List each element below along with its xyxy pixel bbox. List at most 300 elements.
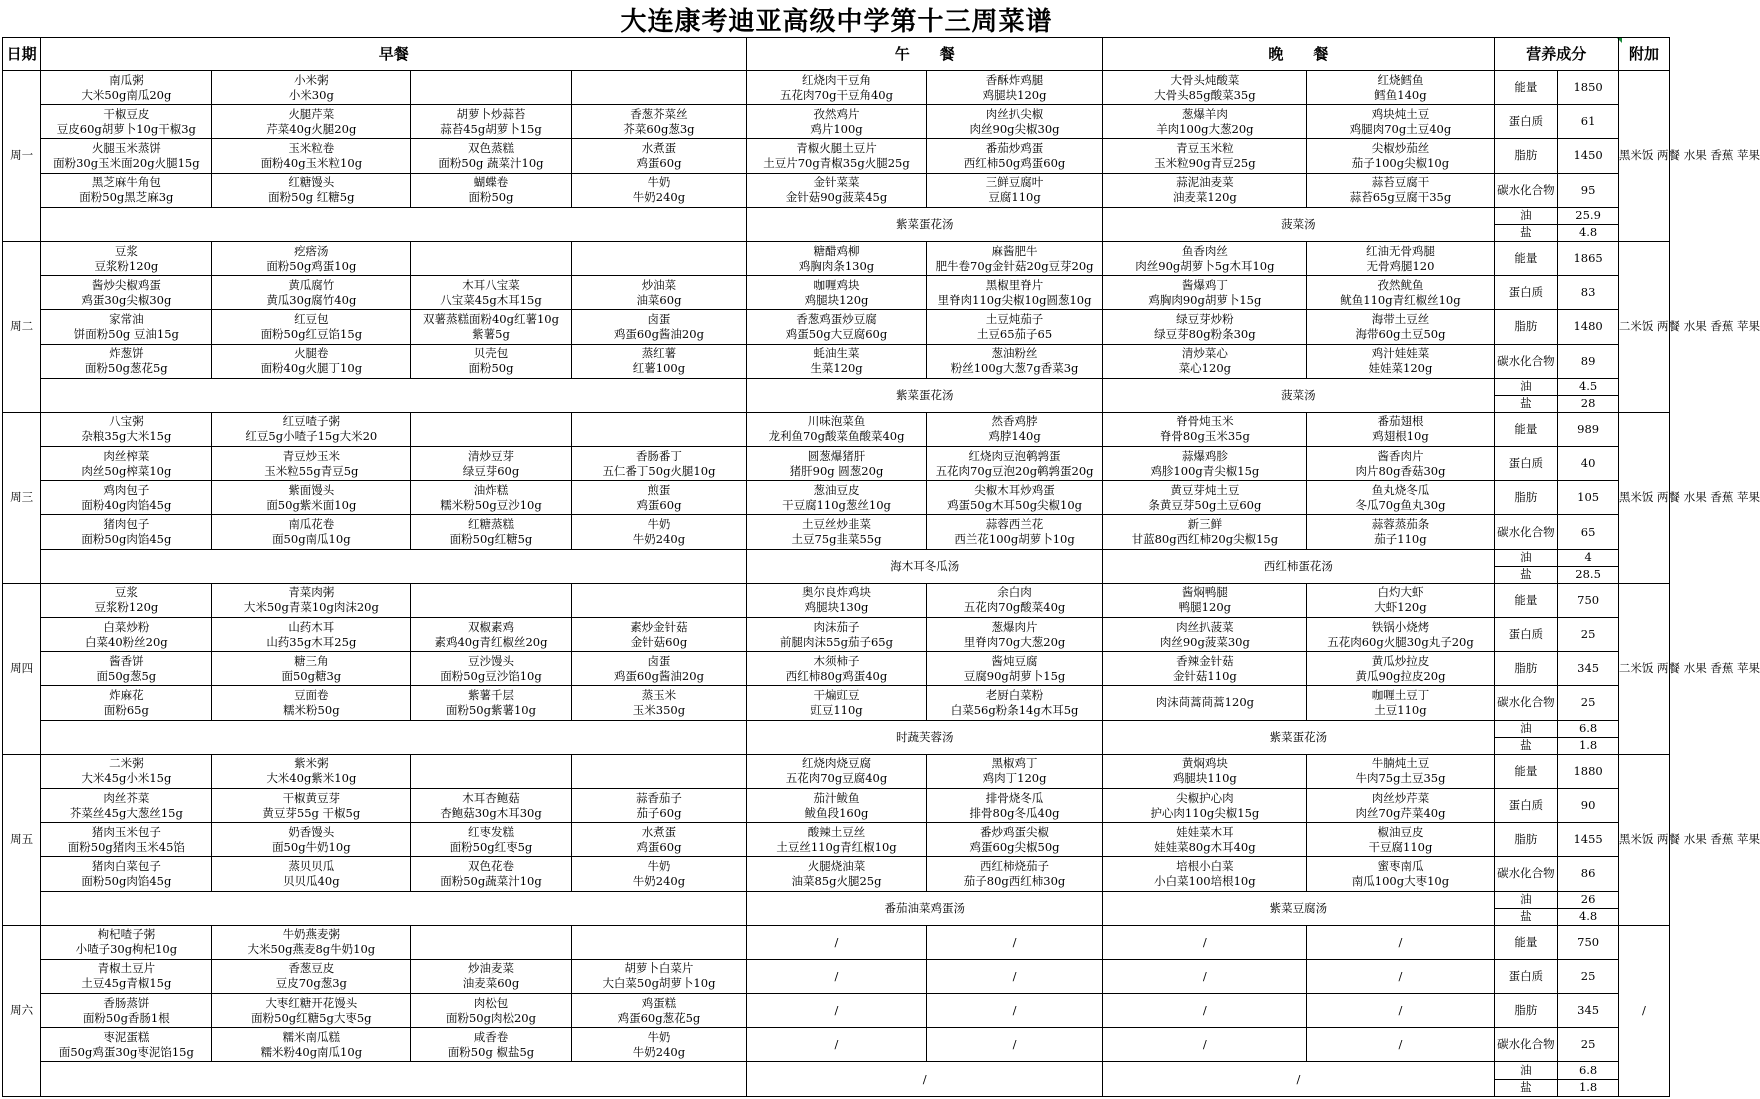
dish-name: 培根小白菜 <box>1176 858 1234 873</box>
nutrient-value: 1450 <box>1558 139 1619 173</box>
dish-ingredients: 鸡胸肉90g胡萝卜15g <box>1148 292 1262 307</box>
dish-name: 番炒鸡蛋尖椒 <box>980 824 1050 839</box>
dish-ingredients: 牛奶240g <box>632 190 686 205</box>
dish-cell <box>926 857 1102 891</box>
dish-name: 香葱鸡蛋炒豆腐 <box>796 311 877 326</box>
nutrient-label: 蛋白质 <box>1494 447 1558 481</box>
dish-name: 红糖馒头 <box>288 175 335 190</box>
dish-cell <box>926 515 1102 549</box>
dish-name: 香酥炸鸡腿 <box>985 72 1044 87</box>
dish-name: / <box>1398 1003 1403 1018</box>
dish-name: / <box>1012 1037 1017 1052</box>
dish-ingredients: 肥牛卷70g金针菇20g豆芽20g <box>935 258 1094 273</box>
dish-cell <box>41 925 212 959</box>
nutrient-value: 1480 <box>1558 310 1619 344</box>
dish-name: 土豆炖茄子 <box>985 311 1044 326</box>
dish-ingredients: 金针菇90g菠菜45g <box>785 190 888 205</box>
dish-ingredients: 鸡蛋60g尖椒50g <box>969 839 1060 854</box>
dish-ingredients: 玉米粒55g青豆5g <box>264 463 359 478</box>
dish-cell <box>747 310 927 344</box>
dish-name: 牛奶 <box>647 175 671 190</box>
soup-breakfast-blank <box>41 1062 747 1097</box>
lunch-soup: / <box>747 1062 1103 1097</box>
dish-ingredients: 鸡腿肉70g土豆40g <box>1349 121 1452 136</box>
nutrient-label: 蛋白质 <box>1494 105 1558 139</box>
dish-cell <box>571 788 746 822</box>
dish-name: 酱炒尖椒鸡蛋 <box>91 277 161 292</box>
dish-name: 香肠番丁 <box>635 448 682 463</box>
nutrient-value: 1850 <box>1558 71 1619 105</box>
dish-ingredients: 土豆丝110g青红椒10g <box>776 839 897 854</box>
dish-cell <box>411 925 572 959</box>
dish-cell <box>1307 71 1494 105</box>
header-lunch: 午 餐 <box>747 38 1103 71</box>
dish-ingredients: 牛奶240g <box>632 1044 686 1059</box>
dish-ingredients: 饼面粉50g 豆油15g <box>73 326 179 341</box>
dish-cell <box>411 173 572 207</box>
dish-cell <box>41 139 212 173</box>
dish-ingredients: 面粉50g红糖5g大枣5g <box>251 1010 372 1025</box>
header-day: 日期 <box>3 38 41 71</box>
dish-cell <box>926 173 1102 207</box>
dish-ingredients: 大米40g紫米10g <box>266 771 357 786</box>
dish-ingredients: 五花肉70g干豆角40g <box>779 87 893 102</box>
dish-name: 鸡块炖土豆 <box>1371 106 1430 121</box>
soup-breakfast-blank <box>41 378 747 412</box>
dish-cell <box>411 481 572 515</box>
dish-ingredients: 土豆65茄子65 <box>976 326 1053 341</box>
nutrient-value: 105 <box>1558 481 1619 515</box>
dish-ingredients: 面粉50g猪肉玉米45馅 <box>67 839 185 854</box>
dish-cell <box>1307 754 1494 788</box>
dish-name: 奥尔良炸鸡块 <box>801 585 871 600</box>
dish-name: 咖喱鸡块 <box>813 277 860 292</box>
dish-name: 木耳杏鲍菇 <box>462 790 520 805</box>
dish-name: 葱爆肉片 <box>991 619 1038 634</box>
dish-ingredients: 糯米粉40g南瓜10g <box>260 1044 363 1059</box>
dish-ingredients: 肉丝50g榨菜10g <box>81 463 172 478</box>
dish-name: 火腿玉米蒸饼 <box>91 140 161 155</box>
dish-name: 孜然鸡片 <box>813 106 860 121</box>
dish-ingredients: 糯米粉50g <box>283 702 340 717</box>
dish-ingredients: 鸡蛋60g <box>636 839 682 854</box>
dish-ingredients: 芥菜60g葱3g <box>623 121 695 136</box>
dish-name: 肉丝榨菜 <box>103 448 150 463</box>
dish-ingredients: 护心肉110g尖椒15g <box>1150 805 1260 820</box>
dish-name: 糖醋鸡柳 <box>813 243 860 258</box>
soup-breakfast-blank <box>41 720 747 754</box>
menu-row <box>3 276 1670 310</box>
dish-ingredients: 八宝菜45g木耳15g <box>440 292 542 307</box>
dish-ingredients: 脊骨80g玉米35g <box>1159 429 1250 444</box>
dish-cell <box>212 788 411 822</box>
dish-cell <box>1307 1028 1494 1062</box>
dish-name: 家常油 <box>109 311 144 326</box>
dish-name: / <box>1202 968 1207 983</box>
dish-cell <box>571 925 746 959</box>
dish-name: 红烧鳕鱼 <box>1377 72 1424 87</box>
dish-ingredients: 鳕鱼140g <box>1374 87 1427 102</box>
dish-cell <box>926 71 1102 105</box>
dish-cell <box>571 481 746 515</box>
dish-ingredients: 排骨80g冬瓜40g <box>969 805 1060 820</box>
dish-ingredients: 面50g鸡蛋30g枣泥馅15g <box>58 1044 194 1059</box>
dish-cell <box>571 583 746 617</box>
menu-row <box>3 583 1670 617</box>
dish-ingredients: 鸡腿块120g <box>982 87 1047 102</box>
dish-cell <box>212 618 411 652</box>
dish-ingredients: 糯米粉50g豆沙10g <box>440 497 542 512</box>
dish-name: 胡萝卜炒蒜苔 <box>456 106 526 121</box>
dish-cell <box>1307 652 1494 686</box>
dish-name: 木须柿子 <box>813 653 860 668</box>
dinner-soup: 紫菜蛋花汤 <box>1103 720 1494 754</box>
dish-name: 红烧肉干豆角 <box>801 72 871 87</box>
dish-ingredients: 豆皮60g胡萝卜10g干椒3g <box>56 121 196 136</box>
dish-name: 椒油豆皮 <box>1377 824 1424 839</box>
nutrient-label: 油 <box>1494 1062 1558 1079</box>
dish-ingredients: 面粉50g <box>468 361 514 376</box>
dish-name: 排骨烧冬瓜 <box>985 790 1044 805</box>
dinner-soup: 紫菜豆腐汤 <box>1103 891 1494 925</box>
dish-name: 蝴蝶卷 <box>473 175 509 190</box>
dish-ingredients: 茄子110g <box>1374 532 1427 547</box>
dish-cell <box>411 447 572 481</box>
dish-name: 葱油粉丝 <box>991 346 1038 361</box>
dish-ingredients: 小米30g <box>288 87 334 102</box>
dish-ingredients: 菜心120g <box>1178 361 1231 376</box>
dish-cell <box>747 515 927 549</box>
dish-name: 红豆喳子粥 <box>282 414 341 429</box>
dish-ingredients: 面粉50g 蔬菜汁10g <box>438 155 544 170</box>
dish-cell <box>212 823 411 857</box>
lunch-soup: 海木耳冬瓜汤 <box>747 549 1103 583</box>
dish-name: 番茄炒鸡蛋 <box>985 140 1044 155</box>
dish-name: 煎蛋 <box>647 482 671 497</box>
nutrient-value: 345 <box>1558 652 1619 686</box>
dish-cell <box>41 618 212 652</box>
nutrient-label: 碳水化合物 <box>1494 344 1558 378</box>
dish-ingredients: 豆腐110g <box>988 190 1041 205</box>
dish-cell <box>1307 276 1494 310</box>
day-label: 周四 <box>3 583 41 754</box>
dish-ingredients: 面粉50g豆沙馅10g <box>440 668 542 683</box>
dish-cell <box>1307 959 1494 993</box>
nutrient-value: 4.8 <box>1558 224 1619 241</box>
dish-ingredients: 面50g牛奶10g <box>272 839 351 854</box>
dish-ingredients: 面粉50g蔬菜汁10g <box>440 873 542 888</box>
nutrient-value: 1455 <box>1558 823 1619 857</box>
dish-cell <box>411 105 572 139</box>
dish-cell <box>1103 1028 1307 1062</box>
dish-ingredients: 南瓜100g大枣10g <box>1351 873 1450 888</box>
dish-ingredients: 五花肉70g酸菜40g <box>963 600 1066 615</box>
dish-name: 牛奶 <box>647 1029 671 1044</box>
dish-cell <box>411 515 572 549</box>
dish-cell <box>926 686 1102 720</box>
dish-cell <box>212 994 411 1028</box>
dish-cell <box>747 823 927 857</box>
dish-name: 黄焖鸡块 <box>1181 756 1228 771</box>
dish-cell <box>212 447 411 481</box>
dish-name: 黄豆芽炖土豆 <box>1170 482 1240 497</box>
dish-ingredients: 油麦菜120g <box>1172 190 1237 205</box>
nutrient-label: 脂肪 <box>1494 994 1558 1028</box>
menu-row <box>3 105 1670 139</box>
dish-name: / <box>1202 1037 1207 1052</box>
nutrient-label: 脂肪 <box>1494 139 1558 173</box>
menu-row <box>3 71 1670 105</box>
dish-cell <box>1103 652 1307 686</box>
dish-ingredients: 五花肉70g豆泡20g鹌鹑蛋20g <box>935 463 1094 478</box>
dish-name: 娃娃菜木耳 <box>1176 824 1234 839</box>
dish-name: 青豆炒玉米 <box>282 448 341 463</box>
dish-cell <box>41 310 212 344</box>
dish-cell <box>1307 823 1494 857</box>
dish-name: 贝壳包 <box>473 346 509 361</box>
dish-cell <box>1103 618 1307 652</box>
dish-name: / <box>1012 968 1017 983</box>
dish-cell <box>212 310 411 344</box>
nutrient-value: 86 <box>1558 857 1619 891</box>
dish-name: 枣泥蛋糕 <box>103 1029 150 1044</box>
nutrient-value: 40 <box>1558 447 1619 481</box>
dish-name: 紫薯千层 <box>467 687 514 702</box>
dish-ingredients: 面50g紫米面10g <box>266 497 357 512</box>
dish-ingredients: 鲅鱼段160g <box>804 805 869 820</box>
dish-cell <box>926 583 1102 617</box>
dish-name: 炸葱饼 <box>109 346 144 361</box>
dish-ingredients: 紫薯5g <box>472 326 510 341</box>
nutrient-value: 4.8 <box>1558 908 1619 925</box>
dish-cell <box>747 1028 927 1062</box>
dish-name: 肉丝扒尖椒 <box>985 106 1044 121</box>
dish-name: 青豆玉米粒 <box>1176 140 1234 155</box>
dish-name: 玉米粒卷 <box>288 140 335 155</box>
dish-cell <box>1307 105 1494 139</box>
dish-ingredients: 贝贝瓜40g <box>283 873 340 888</box>
dish-cell <box>747 276 927 310</box>
nutrient-label: 脂肪 <box>1494 310 1558 344</box>
dish-cell <box>1307 344 1494 378</box>
dish-ingredients: 牛肉75g土豆35g <box>1355 771 1446 786</box>
dish-cell <box>212 276 411 310</box>
dish-name: 黑芝麻牛角包 <box>91 175 161 190</box>
dish-name: 蒸玉米 <box>641 687 677 702</box>
dish-name: 干煸豇豆 <box>813 687 860 702</box>
dish-cell <box>41 241 212 275</box>
dish-name: / <box>1012 1003 1017 1018</box>
dish-ingredients: 面粉50g肉馅45g <box>81 873 172 888</box>
dish-ingredients: 面粉50g肉馅45g <box>81 532 172 547</box>
dish-cell <box>212 754 411 788</box>
dish-name: 金针菜菜 <box>813 175 860 190</box>
nutrient-value: 25.9 <box>1558 207 1619 224</box>
dish-name: 炸麻花 <box>109 687 144 702</box>
menu-row <box>3 686 1670 720</box>
dinner-soup: 菠菜汤 <box>1103 207 1494 241</box>
dish-cell <box>411 652 572 686</box>
dish-cell <box>41 515 212 549</box>
dish-cell <box>212 173 411 207</box>
dish-name: 奶香馒头 <box>288 824 335 839</box>
dish-ingredients: 绿豆芽60g <box>462 463 520 478</box>
dish-cell <box>41 276 212 310</box>
dish-ingredients: 土豆45g青椒15g <box>81 976 172 991</box>
dish-ingredients: 豆浆粉120g <box>94 600 159 615</box>
dish-ingredients: 鸡片100g <box>810 121 863 136</box>
dish-cell <box>747 241 927 275</box>
dish-ingredients: 海带60g土豆50g <box>1355 326 1446 341</box>
dish-ingredients: 肉丝90g菠菜30g <box>1159 634 1250 649</box>
dish-ingredients: 鸡蛋60g酱油20g <box>613 326 704 341</box>
dish-cell <box>926 754 1102 788</box>
lunch-soup: 时蔬芙蓉汤 <box>747 720 1103 754</box>
dish-name: 海带土豆丝 <box>1371 311 1430 326</box>
nutrient-value: 25 <box>1558 959 1619 993</box>
dish-name: / <box>1398 1037 1403 1052</box>
dish-ingredients: 面粉50g肉松20g <box>445 1010 536 1025</box>
menu-row <box>3 652 1670 686</box>
dish-ingredients: 红薯100g <box>632 361 686 376</box>
nutrient-label: 能量 <box>1494 925 1558 959</box>
dish-ingredients: 黄豆芽55g 干椒5g <box>262 805 361 820</box>
dish-cell <box>411 823 572 857</box>
dish-name: / <box>1012 934 1017 949</box>
dish-ingredients: 黄瓜90g拉皮20g <box>1355 668 1446 683</box>
nutrient-label: 脂肪 <box>1494 823 1558 857</box>
dish-name: 黄瓜腐竹 <box>288 277 335 292</box>
dish-cell <box>926 412 1102 446</box>
dish-cell <box>1103 412 1307 446</box>
dish-cell <box>41 652 212 686</box>
dish-name: 清炒豆芽 <box>467 448 514 463</box>
nutrient-label: 蛋白质 <box>1494 618 1558 652</box>
dish-ingredients: 鸡腿块120g <box>804 292 869 307</box>
dish-ingredients: 鸡肉丁120g <box>982 771 1047 786</box>
soup-row <box>3 891 1670 908</box>
dish-name: 青菜肉粥 <box>288 585 335 600</box>
menu-row <box>3 754 1670 788</box>
extra-items: 黑米饭 两餐 水果 香蕉 苹果 <box>1618 754 1669 925</box>
dish-cell <box>571 686 746 720</box>
nutrient-value: 750 <box>1558 925 1619 959</box>
nutrient-label: 油 <box>1494 378 1558 395</box>
day-label: 周六 <box>3 925 41 1096</box>
dish-cell <box>212 105 411 139</box>
dish-cell <box>571 71 746 105</box>
dish-name: 双色蒸糕 <box>467 140 514 155</box>
dish-name: 牛奶燕麦粥 <box>282 927 341 942</box>
dish-name: 胡萝卜白菜片 <box>624 961 694 976</box>
dish-cell <box>41 447 212 481</box>
dish-cell <box>926 618 1102 652</box>
dish-name: 清炒菜心 <box>1181 346 1228 361</box>
dish-cell <box>1307 994 1494 1028</box>
dish-cell <box>1103 994 1307 1028</box>
soup-breakfast-blank <box>41 549 747 583</box>
dish-cell <box>1307 139 1494 173</box>
nutrient-value: 90 <box>1558 788 1619 822</box>
soup-row <box>3 720 1670 737</box>
dish-cell <box>41 1028 212 1062</box>
dish-ingredients: 粉丝100g大葱7g香菜3g <box>950 361 1079 376</box>
dish-cell <box>1103 481 1307 515</box>
dish-cell <box>1103 823 1307 857</box>
nutrient-value: 25 <box>1558 1028 1619 1062</box>
menu-row <box>3 994 1670 1028</box>
dish-name: 蒸红薯 <box>641 346 677 361</box>
dish-ingredients: 无骨鸡腿120 <box>1366 258 1435 273</box>
dish-cell <box>1307 788 1494 822</box>
menu-row <box>3 481 1670 515</box>
dish-cell <box>1307 686 1494 720</box>
dish-name: 鱼丸烧冬瓜 <box>1371 482 1430 497</box>
dish-name: 红糖蒸糕 <box>467 517 514 532</box>
dish-cell <box>747 447 927 481</box>
dish-cell <box>41 686 212 720</box>
dish-name: 脊骨炖玉米 <box>1176 414 1234 429</box>
dish-name: 葱油豆皮 <box>813 482 860 497</box>
dish-name: 牛奶 <box>647 517 671 532</box>
dish-name: 枸杞喳子粥 <box>97 927 156 942</box>
dish-name: 蒜香茄子 <box>635 790 682 805</box>
dish-ingredients: 面粉50g红糖5g <box>449 532 533 547</box>
dish-name: 猪肉白菜包子 <box>91 858 161 873</box>
dish-name: 三鲜豆腐叶 <box>985 175 1044 190</box>
dish-ingredients: 茄子100g尖椒10g <box>1351 155 1450 170</box>
dish-ingredients: 西红柿50g鸡蛋60g <box>963 155 1066 170</box>
dish-cell <box>926 105 1102 139</box>
dish-ingredients: 面粉50g葱花5g <box>85 361 168 376</box>
dish-name: 八宝粥 <box>109 414 144 429</box>
nutrient-label: 碳水化合物 <box>1494 173 1558 207</box>
dish-ingredients: 肉片80g香菇30g <box>1355 463 1446 478</box>
dish-cell <box>747 652 927 686</box>
dish-cell <box>41 583 212 617</box>
dish-cell <box>411 583 572 617</box>
dish-name: 酱香饼 <box>109 653 144 668</box>
dish-ingredients: 鸡胸肉条130g <box>798 258 875 273</box>
header-extra: 附加 <box>1618 38 1669 71</box>
dish-name: 肉丝扒菠菜 <box>1176 619 1234 634</box>
nutrient-value: 89 <box>1558 344 1619 378</box>
dish-cell <box>926 241 1102 275</box>
dish-ingredients: 豆腐90g胡萝卜15g <box>963 668 1066 683</box>
dish-cell <box>411 618 572 652</box>
dinner-soup: 菠菜汤 <box>1103 378 1494 412</box>
dish-cell <box>747 583 927 617</box>
dish-ingredients: 鸡蛋60g酱油20g <box>613 668 704 683</box>
nutrient-label: 碳水化合物 <box>1494 857 1558 891</box>
dish-cell <box>571 412 746 446</box>
dish-ingredients: 土豆片70g青椒35g火腿25g <box>763 155 910 170</box>
nutrient-label: 碳水化合物 <box>1494 1028 1558 1062</box>
soup-row <box>3 378 1670 395</box>
dish-name: 豆浆 <box>114 585 138 600</box>
dish-cell <box>571 1028 746 1062</box>
dish-name: 紫面馒头 <box>288 482 335 497</box>
dish-cell <box>41 71 212 105</box>
menu-row <box>3 618 1670 652</box>
menu-body <box>3 71 1760 1097</box>
dish-name: 大枣红糖开花馒头 <box>265 995 358 1010</box>
dish-cell <box>212 412 411 446</box>
dish-cell <box>411 994 572 1028</box>
dish-ingredients: 肉丝70g芹菜40g <box>1355 805 1446 820</box>
nutrient-value: 26 <box>1558 891 1619 908</box>
lunch-soup: 紫菜蛋花汤 <box>747 207 1103 241</box>
